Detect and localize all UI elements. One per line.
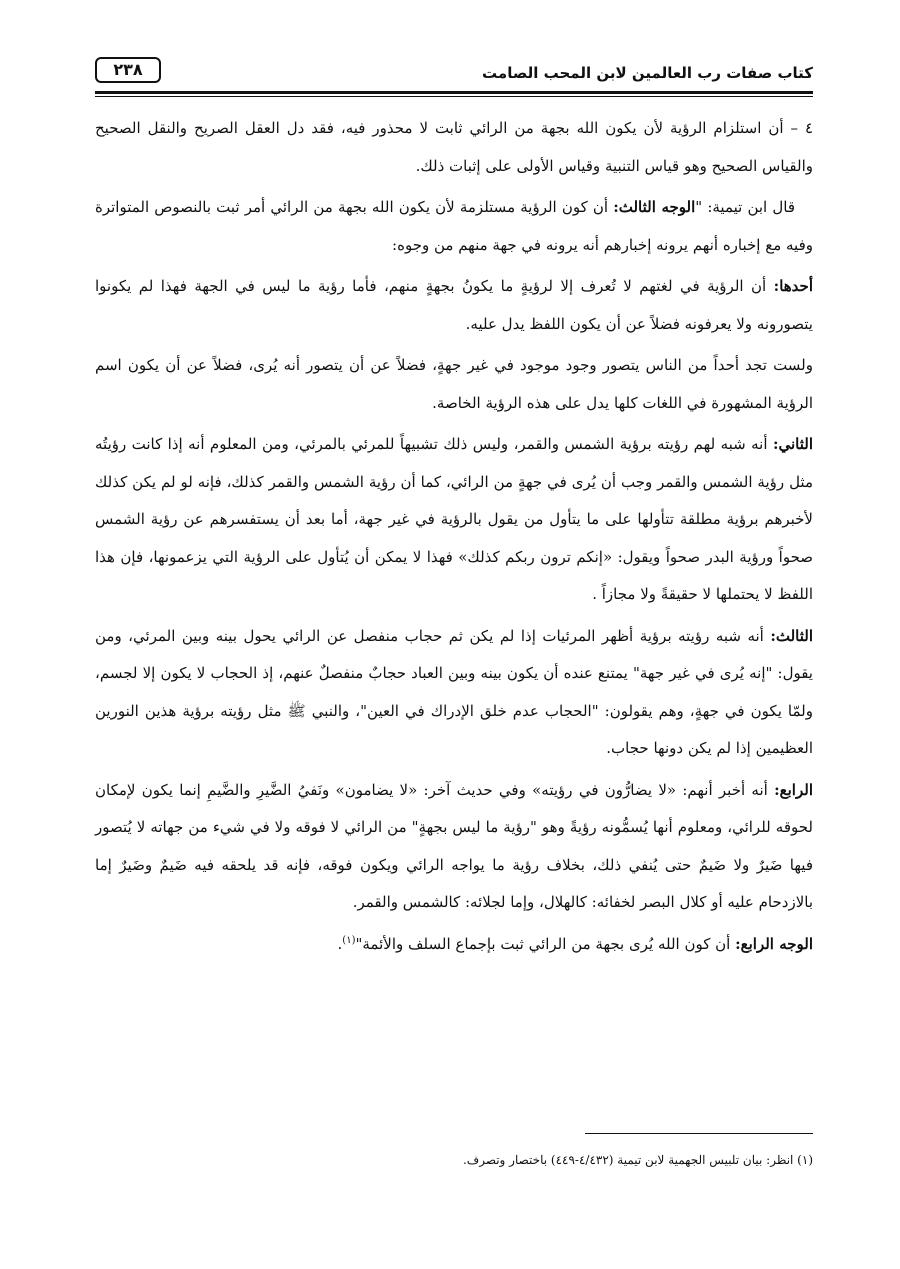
footnote: (١) انظر: بيان تلبيس الجهمية لابن تيمية (٤/٤٣٢-٤٤٩) باختصار وتصرف. [462,1153,813,1167]
paragraph-text: أنه شبه لهم رؤيته برؤية الشمس والقمر، وليس ذلك تشبيهاً للمرئي بالمرئي، ومن المعلوم أنه إذا كانت رؤيتُه مثل رؤية الشمس والقمر وجب أن يُرى في جهةٍ من الرائي، كما أن رؤية الشمس والقمر كذلك، فإنه لو لم يكن كذلك لأخبرهم برؤية مطلقة تتأولها على ما يتأول من يقول بالرؤية في غير جهة، أما بعد أن يستفسرهم عن رؤية الشمس صحواً ورؤية البدر صحواً ويقول: «إنكم ترون ربكم كذلك» فهذا لا يمكن أن يُتأول على الرؤية التي يزعمونها، فإن هذا اللفظ لا يحتملها لا حقيقةً ولا مجازاً . [95,435,813,603]
paragraph-lead: الوجه الرابع: [735,934,813,953]
paragraph-second [95,426,813,614]
paragraph-text-prefix: قال ابن تيمية: " [695,198,796,216]
page-number: ٢٣٨ [95,57,161,83]
paragraph-continuation [95,347,813,422]
paragraph-text: أنه شبه رؤيته برؤية أظهر المرئيات إذا لم يكن ثم حجاب منفصل عن الرائي يحول بينه وبين المرئي، ومن يقول: "إنه يُرى في غير جهة" يمتنع عنده أن يكون بينه وبين العباد حجابٌ منفصلٌ عنهم، إذ الحجاب لا يكون إلا لجسم، ولمّا يكون في جهةٍ، وهم يقولون: "الحجاب عدم خلق الإدراك في العين"، والنبي ﷺ مثل رؤيته برؤية هذين النورين العظيمين إذا لم يكن دونها حجاب. [95,626,813,757]
paragraph-ibn-taymiyyah-quote [95,189,813,264]
paragraph-third [95,618,813,768]
paragraph-text: أن الرؤية في لغتهم لا تُعرف إلا لرؤيةٍ ما يكونُ بجهةٍ منهم، فأما رؤية ما ليس في الجهة فهذا لم يكونوا يتصورونه ولا يعرفونه فضلاً عن أن يكون اللفظ يدل عليه. [95,277,813,333]
paragraph-lead: الوجه الثالث: [613,198,696,216]
paragraph-point-4 [95,110,813,185]
footnote-rule [585,1133,813,1134]
paragraph-text: أن كون الله يُرى بجهة من الرائي ثبت بإجماع السلف والأئمة" [355,934,736,953]
footnote-reference[interactable]: (١) [342,934,356,946]
header-rule [95,91,813,97]
paragraph-text: أنه أخبر أنهم: «لا يضارُّون في رؤيته» وفي حديث آخر: «لا يضامون» ونَفيُ الضَّيرِ والضَّيمِ إنما يكون لإمكان لحوقه للرائي، ومعلوم أنها يُسمُّونه رؤيةً وهو "رؤية ما ليس بجهةٍ" من الرائي لا فوقه ولا في شيء من جهاته لا يُتصور فيها ضَيرٌ ولا ضَيمٌ حتى يُنفي ذلك، بخلاف رؤية ما يواجه الرائي ويكون فوقه، فإنه قد يلحقه فيه ضَيمٌ وضَيرٌ إما بالازدحام عليه أو كلال البصر لخفائه: كالهلال، وإما لجلائه: كالشمس والقمر. [95,780,813,911]
paragraph-lead: الثالث: [770,626,813,645]
paragraph-end: . [337,934,343,953]
paragraph-lead: الثاني: [772,435,813,453]
paragraph-text: ولست تجد أحداً من الناس يتصور وجود موجود في غير جهةٍ، فضلاً عن أن يتصور أنه يُرى، فضلاً عن أن يكون اسم الرؤية المشهورة في اللغات كلها يدل على هذه الرؤية الخاصة. [95,356,813,412]
paragraph-lead: أحدها: [773,277,813,295]
book-title: كتاب صفات رب العالمين لابن المحب الصامت [482,64,813,82]
paragraph-text: ٤ – أن استلزام الرؤية لأن يكون الله بجهة من الرائي ثابت لا محذور فيه، فقد دل العقل الصريح والنقل الصحيح والقياس الصحيح وهو قياس التنبية وقياس الأولى على إثبات ذلك. [95,119,813,175]
body-text [95,110,813,967]
paragraph-text: أن كون الرؤية مستلزمة لأن يكون الله بجهة من الرائي أمر ثبت بالنصوص المتواترة وفيه مع إخباره أنهم يرونه إخبارهم أنه يرونه في جهة منهم من وجوه: [95,198,813,254]
page-header [95,54,813,92]
paragraph-fourth [95,772,813,922]
paragraph-lead: الرابع: [774,780,813,799]
paragraph-fourth-aspect [95,926,813,964]
paragraph-first [95,268,813,343]
